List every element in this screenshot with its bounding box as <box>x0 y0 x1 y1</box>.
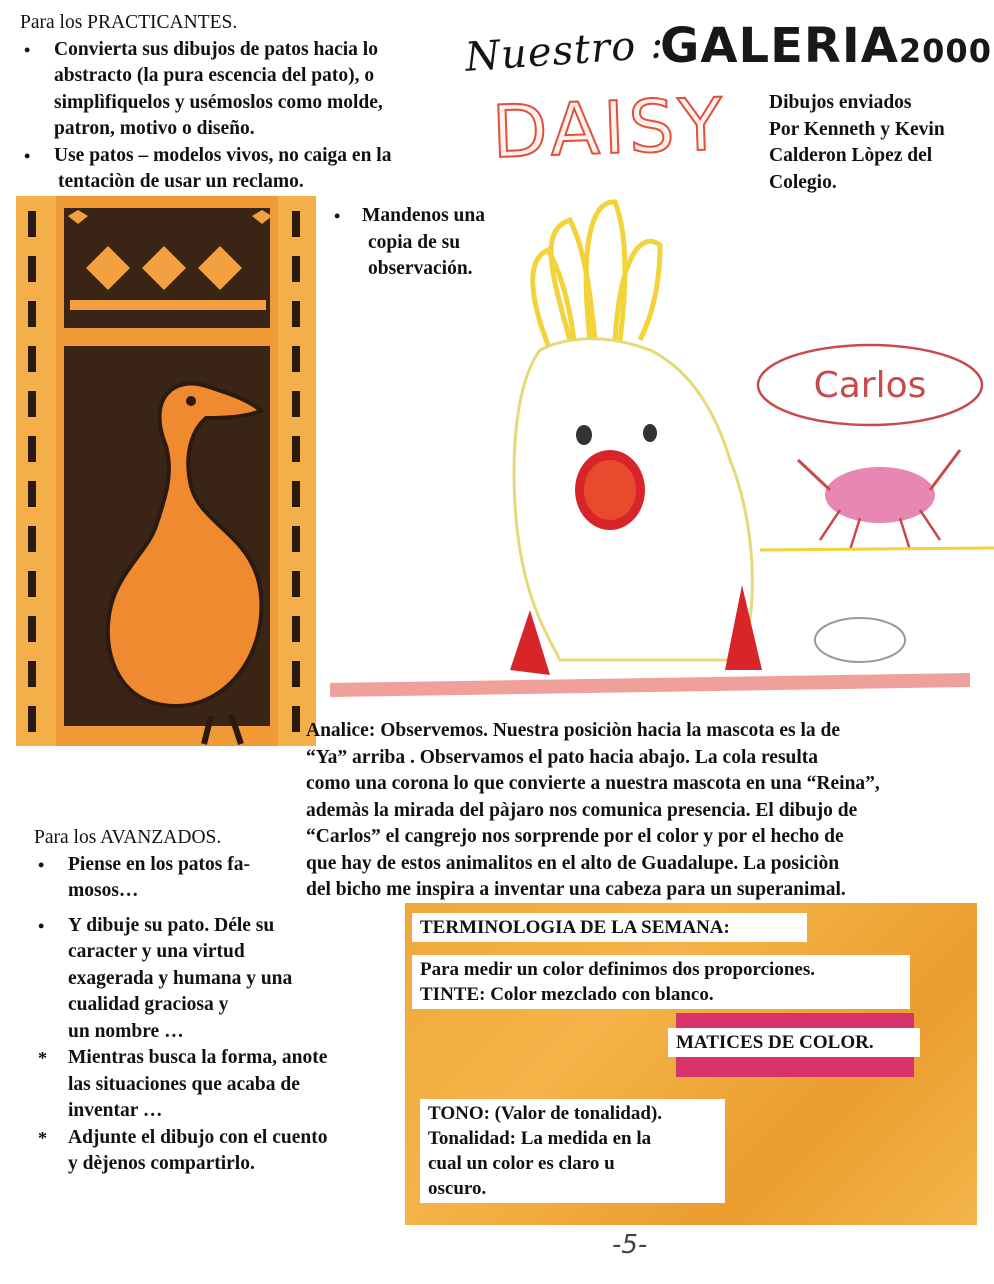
list-item-line: patron, motivo o diseño. <box>54 118 255 139</box>
list-item <box>34 913 384 1046</box>
analice-line: “Ya” arriba . Observamos el pato hacia abajo. La cola resulta <box>306 746 819 768</box>
practicantes-section <box>20 10 470 196</box>
analice-line: del bicho me inspira a inventar una cabeza para un superanimal. <box>306 879 846 900</box>
avanzados-section <box>34 825 384 1178</box>
list-item-line: Convierta sus dibujos de patos hacia lo <box>54 38 378 60</box>
galeria-title-year: 2000 <box>898 32 992 70</box>
credit-line: Calderon Lòpez del <box>769 145 933 166</box>
bullet-marker: • <box>38 915 45 936</box>
list-item-line: Piense en los patos fa- <box>68 853 250 875</box>
tono-line: cual un color es claro u <box>428 1153 615 1174</box>
avanzados-list <box>34 852 384 1178</box>
crown-tail <box>533 202 660 350</box>
practicantes-list <box>20 37 470 196</box>
list-item-line: inventar … <box>68 1100 163 1121</box>
list-item-line: las situaciones que acaba de <box>68 1073 300 1095</box>
daisy-title: DAISY <box>490 81 728 175</box>
tono-line: TONO: (Valor de tonalidad). <box>428 1103 663 1124</box>
credit-block <box>769 90 989 196</box>
horizon-line <box>760 548 994 550</box>
analice-paragraph <box>306 718 986 904</box>
list-item-line: Adjunte el dibujo con el cuento <box>68 1126 328 1148</box>
bullet-marker: • <box>24 39 31 60</box>
tono-line: oscuro. <box>428 1178 487 1199</box>
galeria-title <box>660 18 992 74</box>
practicantes-title: Para los PRACTICANTES. <box>20 12 238 33</box>
credit-line: Dibujos enviados <box>769 92 912 113</box>
carlos-label: Carlos <box>813 365 927 406</box>
list-item-line: abstracto (la pura escencia del pato), o <box>54 65 375 86</box>
page-number: -5- <box>612 1230 648 1260</box>
matices-label: MATICES DE COLOR. <box>668 1028 920 1057</box>
bullet-marker: • <box>38 854 45 875</box>
list-item-line: exagerada y humana y una <box>68 967 293 989</box>
rock-sketch <box>815 618 905 662</box>
list-item-line: caracter y una virtud <box>68 941 245 962</box>
list-item-line: simplìfiquelos y usémoslos como molde, <box>54 91 383 113</box>
list-item-line: Mientras busca la forma, anote <box>68 1047 328 1068</box>
tono-line: Tonalidad: La medida en la <box>428 1128 652 1149</box>
terminology-title: TERMINOLOGIA DE LA SEMANA: <box>412 913 807 942</box>
bullet-marker: * <box>38 1048 47 1068</box>
list-item <box>34 1045 384 1125</box>
analice-line: ademàs la mirada del pàjaro nos comunica presencia. El dibujo de <box>306 799 858 821</box>
duck-eye-right <box>643 424 657 442</box>
list-item-line: y dèjenos compartirlo. <box>68 1153 255 1174</box>
avanzados-title: Para los AVANZADOS. <box>34 827 222 848</box>
daisy-and-carlos-drawing <box>310 190 994 710</box>
terminology-intro-line: TINTE: Color mezclado con blanco. <box>420 984 714 1005</box>
list-item-line: Use patos – modelos vivos, no caiga en la <box>54 144 392 166</box>
terminology-intro-line: Para medir un color definimos dos proporciones. <box>420 959 815 980</box>
bullet-marker: * <box>38 1127 47 1148</box>
duck-eye-left <box>576 425 592 445</box>
analice-line: Analice: Observemos. Nuestra posiciòn hacia la mascota es la de <box>306 720 841 741</box>
analice-line: que hay de estos animalitos en el alto de Guadalupe. La posiciòn <box>306 852 840 874</box>
list-item-line: un nombre … <box>68 1020 184 1042</box>
bullet-marker: • <box>334 206 341 226</box>
list-item <box>34 852 384 905</box>
tono-definition <box>420 1099 725 1203</box>
list-item-line: mosos… <box>68 880 139 901</box>
list-item-line: cualidad graciosa y <box>68 994 229 1015</box>
list-item-line: Y dibuje su pato. Déle su <box>68 914 275 936</box>
nuestro-title: Nuestro : <box>463 21 666 81</box>
ground-scribble <box>330 680 970 690</box>
analice-line: como una corona lo que convierte a nuestra mascota en una “Reina”, <box>306 773 880 794</box>
terminology-intro <box>412 955 910 1009</box>
list-item <box>20 143 470 196</box>
list-item <box>20 37 470 143</box>
galeria-title-main: GALERIA <box>660 18 899 74</box>
list-item <box>34 1125 384 1178</box>
list-item-line: copia de su <box>368 231 461 253</box>
bullet-marker: • <box>24 145 31 166</box>
list-item-line: observación. <box>368 258 473 279</box>
list-item-line: Mandenos una <box>362 205 485 226</box>
credit-line: Por Kenneth y Kevin <box>769 118 945 140</box>
crab-body <box>825 467 935 523</box>
list-item-line: tentaciòn de usar un reclamo. <box>58 171 304 192</box>
duck-eye <box>186 396 196 406</box>
analice-line: “Carlos” el cangrejo nos sorprende por el color y por el hecho de <box>306 826 844 847</box>
abstract-duck-drawing <box>16 196 316 746</box>
credit-line: Colegio. <box>769 171 837 193</box>
